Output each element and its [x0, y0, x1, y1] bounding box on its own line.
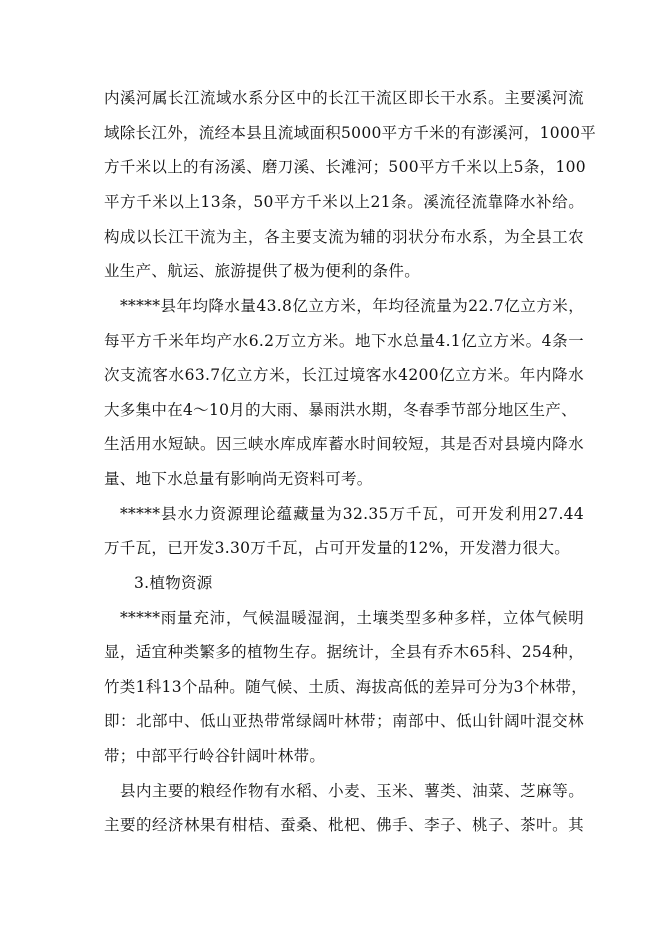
text-line: 显，适宜种类繁多的植物生存。据统计，全县有乔木65科、254种， — [104, 643, 584, 661]
text-line: *****县年均降水量43.8亿立方米，年均径流量为22.7亿立方米， — [120, 297, 584, 315]
text-line: 平方千米以上13条，50平方千米以上21条。溪流径流靠降水补给。 — [104, 193, 584, 211]
text-line: 生活用水短缺。因三峡水库成库蓄水时间较短，其是否对县境内降水 — [104, 435, 584, 453]
text-line: 即：北部中、低山亚热带常绿阔叶林带；南部中、低山针阔叶混交林 — [104, 712, 584, 730]
text-line: 每平方千米年均产水6.2万立方米。地下水总量4.1亿立方米。4条一 — [104, 332, 584, 350]
text-line: 业生产、航运、旅游提供了极为便利的条件。 — [104, 262, 421, 280]
text-line: 竹类1科13个品种。随气候、土质、海拔高低的差异可分为3个林带， — [104, 678, 588, 696]
text-line: *****县水力资源理论蕴藏量为32.35万千瓦，可开发利用27.44 — [120, 505, 584, 523]
text-line: 域除长江外，流经本县且流域面积5000平方千米的有澎溪河，1000平 — [104, 124, 597, 142]
text-line: 构成以长江干流为主，各主要支流为辅的羽状分布水系，为全县工农 — [104, 228, 584, 246]
text-line: 带；中部平行岭谷针阔叶林带。 — [104, 747, 326, 765]
text-line: 县内主要的粮经作物有水稻、小麦、玉米、薯类、油菜、芝麻等。 — [120, 782, 584, 800]
text-line: 主要的经济林果有柑桔、蚕桑、枇杷、佛手、李子、桃子、茶叶。其 — [104, 816, 584, 834]
text-line: 次支流客水63.7亿立方米，长江过境客水4200亿立方米。年内降水 — [104, 366, 584, 384]
text-line: 大多集中在4～10月的大雨、暴雨洪水期，冬春季节部分地区生产、 — [104, 401, 577, 419]
section-heading: 3.植物资源 — [134, 574, 213, 592]
text-line: 内溪河属长江流域水系分区中的长江干流区即长干水系。主要溪河流 — [104, 89, 584, 107]
text-line: 万千瓦，已开发3.30万千瓦，占可开发量的12%，开发潜力很大。 — [104, 539, 571, 557]
text-line: 方千米以上的有汤溪、磨刀溪、长滩河；500平方千米以上5条，100 — [104, 158, 586, 176]
text-line: *****雨量充沛，气候温暖湿润，土壤类型多种多样，立体气候明 — [120, 609, 584, 627]
text-line: 量、地下水总量有影响尚无资料可考。 — [104, 470, 373, 488]
